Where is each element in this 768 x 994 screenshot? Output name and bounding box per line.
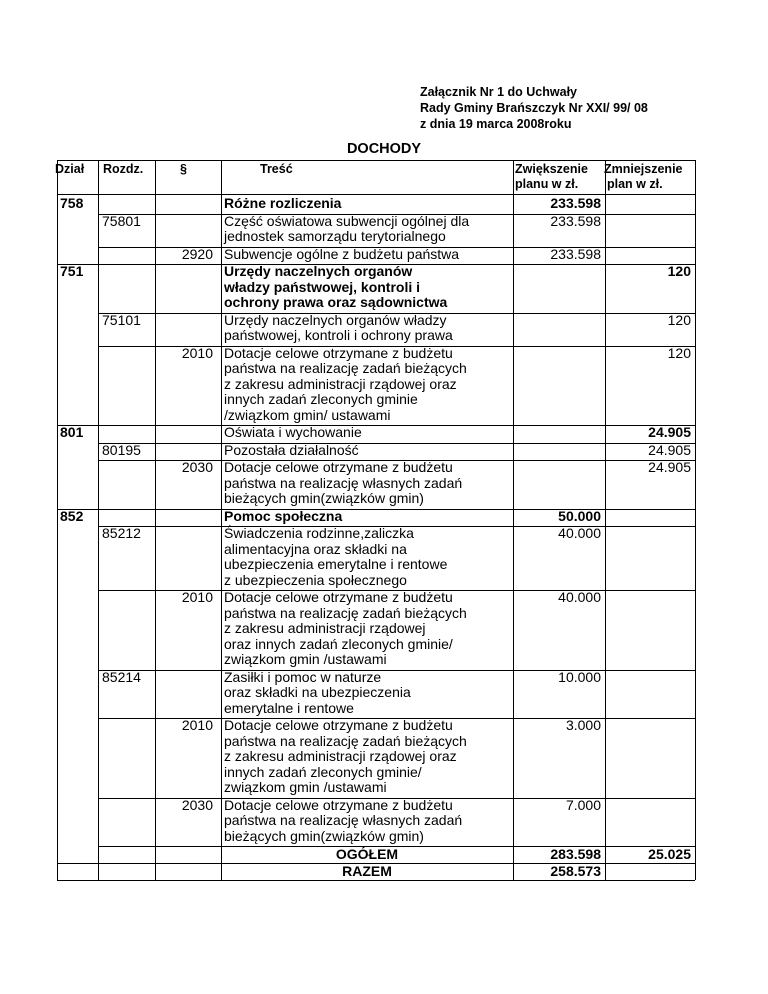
- cell-paragraph: 2920: [181, 245, 213, 262]
- cell-paragraph: 2030: [181, 796, 213, 813]
- cell-tresc-line: Subwencje ogólne z budżetu państwa: [224, 245, 460, 262]
- cell-tresc-line: Dotacje celowe otrzymane z budżetu: [224, 459, 453, 475]
- cell-zwiekszenie: 233.598: [550, 245, 601, 262]
- cell-tresc-line: Dotacje celowe otrzymane z budżetu: [224, 589, 453, 605]
- cell-zwiekszenie: 10.000: [558, 668, 601, 685]
- cell-tresc-line: ochrony prawa oraz sądownictwa: [224, 294, 448, 310]
- col-header-zwiekszenie: Zwiększenie: [515, 162, 588, 176]
- row-separator: [57, 425, 695, 426]
- cell-tresc-line: Urzędy naczelnych organów władzy: [224, 311, 447, 328]
- cell-tresc-line: bieżących gmin(związków gmin): [224, 490, 424, 506]
- cell-dzial: 751: [60, 263, 84, 279]
- cell-tresc-line: państwowej, kontroli i ochrony prawa: [224, 327, 453, 343]
- column-line: [605, 160, 606, 880]
- cell-tresc-line: jednostek samorządu terytorialnego: [224, 228, 446, 244]
- page-title: DOCHODY: [346, 141, 422, 157]
- cell-zmniejszenie: 120: [667, 263, 691, 279]
- cell-tresc-line: Dotacje celowe otrzymane z budżetu: [224, 796, 453, 813]
- cell-tresc-line: związkom gmin /ustawami: [224, 651, 387, 667]
- cell-dzial: 852: [60, 507, 84, 524]
- cell-zwiekszenie: 40.000: [558, 589, 601, 605]
- total-ogolem-label: OGÓŁEM: [335, 846, 399, 862]
- total-razem-label: RAZEM: [342, 863, 392, 879]
- header-line-2: Rady Gminy Brańszczyk Nr XXI/ 99/ 08: [420, 101, 648, 115]
- cell-zmniejszenie: 24.905: [648, 424, 691, 440]
- column-line: [155, 160, 156, 880]
- col-header-zmniejszenie-unit: plan w zł.: [607, 177, 663, 191]
- cell-tresc-line: państwa na realizację zadań bieżących: [224, 732, 467, 749]
- document-header: [420, 84, 648, 132]
- cell-tresc-line: Świadczenia rodzinne,zaliczka: [224, 525, 414, 541]
- cell-tresc-line: państwa na realizację zadań bieżących: [224, 360, 467, 376]
- cell-tresc-line: Oświata i wychowanie: [224, 424, 362, 440]
- cell-rozdzial: 75801: [102, 212, 141, 229]
- cell-tresc-line: /związkom gmin/ ustawami: [224, 406, 391, 423]
- cell-zwiekszenie: 233.598: [550, 212, 601, 229]
- cell-zmniejszenie: 120: [667, 344, 691, 361]
- header-line-1: Załącznik Nr 1 do Uchwały: [420, 85, 577, 99]
- column-line: [513, 160, 514, 880]
- col-header-zwiekszenie-unit: planu w zł.: [515, 177, 579, 191]
- cell-zmniejszenie: 24.905: [648, 441, 691, 458]
- cell-tresc-line: alimentacyjna oraz składki na: [224, 540, 407, 557]
- cell-tresc-line: emerytalne i rentowe: [224, 699, 354, 716]
- cell-tresc-line: oraz składki na ubezpieczenia: [224, 684, 411, 700]
- cell-tresc-line: z zakresu administracji rządowej: [224, 620, 426, 636]
- cell-paragraph: 2010: [181, 344, 213, 361]
- cell-zmniejszenie: 120: [667, 311, 691, 328]
- cell-rozdzial: 75101: [102, 311, 141, 328]
- header-top-line: [57, 160, 695, 161]
- cell-zmniejszenie: 24.905: [648, 459, 691, 475]
- cell-tresc-line: państwa na realizację własnych zadań: [224, 474, 463, 491]
- cell-tresc-line: związkom gmin /ustawami: [224, 779, 387, 795]
- col-header-rozdz: Rozdz.: [103, 162, 144, 176]
- cell-tresc-line: ubezpieczenia emerytalne i rentowe: [224, 556, 448, 572]
- cell-rozdzial: 80195: [102, 441, 141, 458]
- total-razem-zwiekszenie: 258.573: [550, 863, 601, 879]
- cell-paragraph: 2030: [181, 459, 213, 475]
- cell-zwiekszenie: 233.598: [550, 195, 601, 211]
- cell-tresc-line: państwa na realizację własnych zadań: [224, 812, 463, 828]
- cell-zwiekszenie: 40.000: [558, 525, 601, 541]
- cell-tresc-line: Pomoc społeczna: [224, 507, 343, 524]
- column-line: [98, 160, 99, 880]
- col-header-tresc: Treść: [260, 162, 293, 176]
- total-ogolem-zmniejszenie: 25.025: [648, 846, 691, 862]
- cell-tresc-line: władzy państwowej, kontroli i: [224, 278, 421, 295]
- cell-tresc-line: bieżących gmin(związków gmin): [224, 827, 424, 844]
- cell-paragraph: 2010: [181, 717, 213, 733]
- table-bottom-line: [57, 880, 695, 881]
- cell-rozdzial: 85212: [102, 525, 141, 541]
- cell-tresc-line: z ubezpieczenia społecznego: [224, 571, 407, 588]
- column-line: [57, 160, 58, 880]
- cell-tresc-line: Dotacje celowe otrzymane z budżetu: [224, 717, 453, 733]
- cell-tresc-line: Pozostała działalność: [224, 441, 359, 458]
- cell-zwiekszenie: 7.000: [565, 796, 601, 813]
- cell-zwiekszenie: 3.000: [565, 717, 601, 733]
- cell-tresc-line: państwa na realizację zadań bieżących: [224, 604, 467, 621]
- cell-tresc-line: Część oświatowa subwencji ogólnej dla: [224, 212, 470, 229]
- cell-tresc-line: oraz innych zadań zleconych gminie/: [224, 635, 453, 652]
- cell-rozdzial: 85214: [102, 668, 141, 685]
- cell-zwiekszenie: 50.000: [558, 507, 601, 524]
- cell-dzial: 801: [60, 424, 84, 440]
- cell-tresc-line: Dotacje celowe otrzymane z budżetu: [224, 344, 453, 361]
- cell-tresc-line: Urzędy naczelnych organów: [224, 263, 413, 279]
- cell-paragraph: 2010: [181, 589, 213, 605]
- cell-dzial: 758: [60, 195, 84, 211]
- total-ogolem-zwiekszenie: 283.598: [550, 846, 601, 862]
- header-line-3: z dnia 19 marca 2008roku: [420, 117, 572, 131]
- column-line: [695, 160, 696, 880]
- column-line: [221, 160, 222, 880]
- cell-tresc-line: innych zadań zleconych gminie: [224, 391, 418, 407]
- cell-tresc-line: innych zadań zleconych gminie/: [224, 763, 422, 780]
- col-header-dzial: Dział: [55, 162, 85, 176]
- cell-tresc-line: z zakresu administracji rządowej oraz: [224, 748, 457, 764]
- col-header-paragraph: §: [180, 162, 187, 176]
- cell-tresc-line: z zakresu administracji rządowej oraz: [224, 375, 457, 392]
- col-header-zmniejszenie: Zmniejszenie: [604, 162, 683, 176]
- cell-tresc-line: Różne rozliczenia: [224, 195, 342, 211]
- cell-tresc-line: Zasiłki i pomoc w naturze: [224, 668, 382, 685]
